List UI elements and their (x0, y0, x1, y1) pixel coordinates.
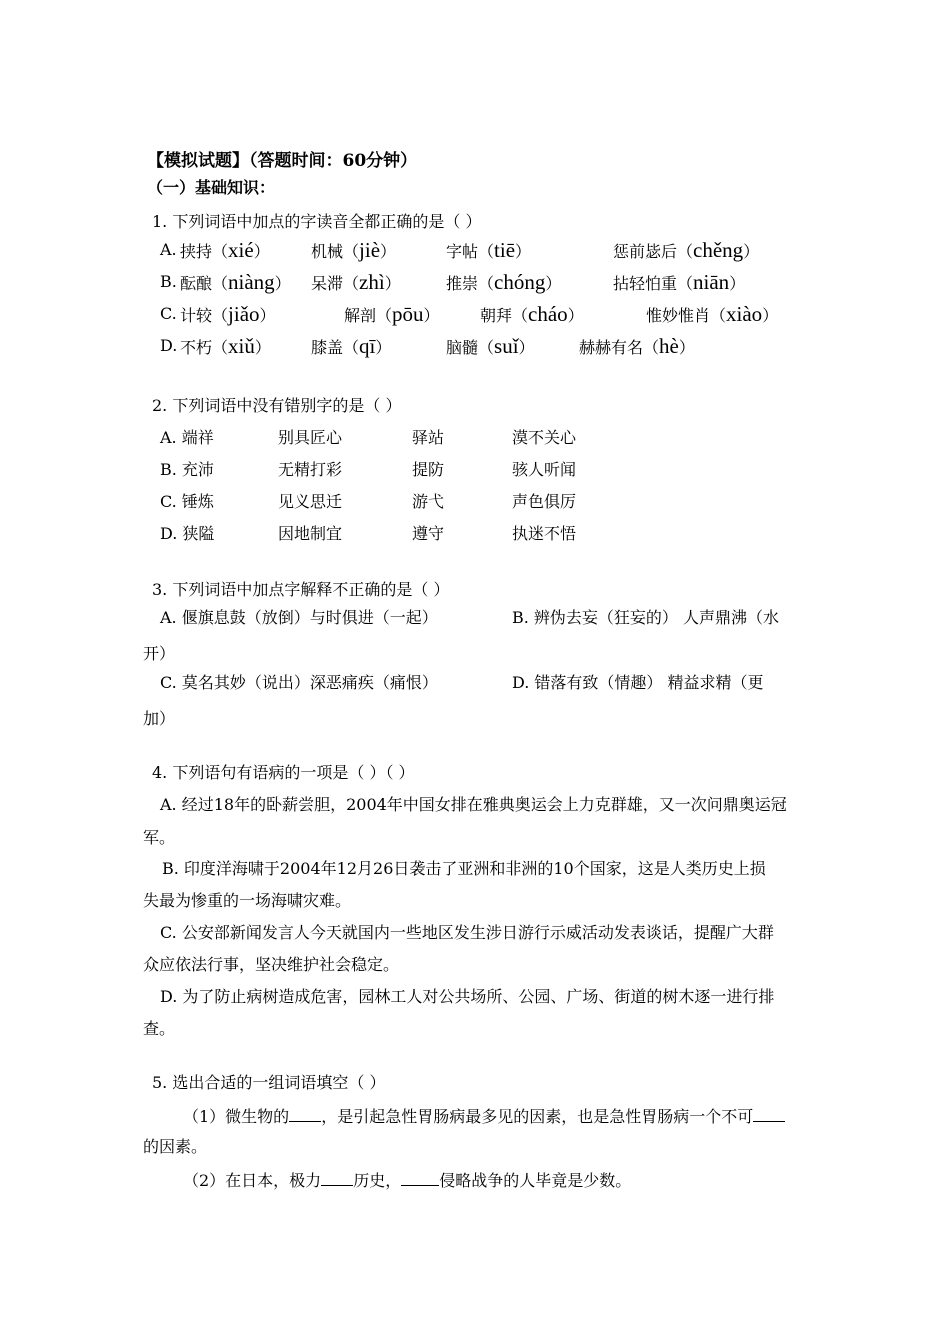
q1-option-a: A. 挟持（xié） 机械（jiè） 字帖（tiē） 惩前毖后（chěng） (160, 238, 760, 262)
pinyin: zhì (359, 270, 385, 294)
q4-option-a: A. 经过18年的卧薪尝胆，2004年中国女排在雅典奥运会上力克群雄，又一次问鼎奥运冠 (160, 795, 787, 814)
q4-option-d-cont: 查。 (143, 1019, 176, 1038)
blank (289, 1105, 321, 1122)
cell: 执迷不悟 (512, 524, 577, 543)
cell: 遵守 (412, 524, 445, 543)
text: 历史， (353, 1171, 402, 1190)
q2-option-b (160, 460, 577, 480)
word: 不朽 (180, 338, 213, 357)
text: ，是引起急性胃肠病最多见的因素，也是急性胃肠病一个不可 (321, 1107, 754, 1126)
blank (401, 1169, 439, 1186)
cell: 骇人听闻 (512, 460, 577, 479)
word: 脑髓 (446, 338, 479, 357)
pinyin: chěng (693, 238, 744, 262)
text: （2）在日本，极力 (183, 1171, 322, 1190)
word: 字帖 (446, 242, 479, 261)
word: 惩前毖后 (613, 242, 678, 261)
pinyin: pōu (392, 302, 424, 326)
cell: B. 充沛 (160, 460, 214, 479)
pinyin: jiǎo (228, 302, 260, 326)
word: 朝拜 (480, 306, 513, 325)
word: 计较 (180, 306, 213, 325)
q3-option-c: C. 莫名其妙（说出）深恶痛疾（痛恨） (160, 673, 438, 692)
pinyin: tiē (494, 238, 516, 262)
q3-option-b: B. 辨伪去妄（狂妄的） 人声鼎沸（水 (512, 608, 780, 627)
pinyin: niàng (228, 270, 275, 294)
q4-option-c-cont: 众应依法行事，坚决维护社会稳定。 (143, 955, 400, 974)
word: 推崇 (446, 274, 479, 293)
word: 赫赫有名 (579, 338, 644, 357)
pinyin: hè (659, 334, 679, 358)
cell: 漠不关心 (512, 428, 577, 447)
word: 呆滞 (311, 274, 344, 293)
cell: D. 狭隘 (160, 524, 215, 543)
word: 拈轻怕重 (613, 274, 678, 293)
q5-sentence-2 (183, 1169, 631, 1191)
cell: 见义思迁 (278, 492, 343, 511)
pinyin: chóng (494, 270, 546, 294)
pinyin: jiè (359, 238, 381, 262)
cell: A. 端祥 (160, 428, 214, 447)
cell: C. 锤炼 (160, 492, 214, 511)
q1-option-d: D. 不朽（xiǔ） 膝盖（qī） 脑髓（suǐ） 赫赫有名（hè） (160, 334, 695, 358)
word: 解剖 (344, 306, 377, 325)
cell: 无精打彩 (278, 460, 343, 479)
option-label: A. (160, 240, 177, 259)
text: 侵略战争的人毕竟是少数。 (439, 1171, 632, 1190)
q3-option-d-cont: 加） (143, 709, 176, 728)
q2-option-d (160, 524, 577, 544)
blank (321, 1169, 353, 1186)
pinyin: xié (228, 238, 254, 262)
q3-option-b-cont: 开） (143, 644, 176, 663)
q4-option-b: B. 印度洋海啸于2004年12月26日袭击了亚洲和非洲的10个国家，这是人类历史上损 (162, 859, 766, 878)
option-label: D. (160, 336, 178, 355)
section-heading: （一）基础知识： (147, 178, 276, 197)
blank (753, 1105, 785, 1122)
word: 膝盖 (311, 338, 344, 357)
q2-stem: 2. 下列词语中没有错别字的是（ ） (152, 396, 402, 415)
cell: 别具匠心 (278, 428, 343, 447)
page-title: 【模拟试题】（答题时间：60分钟） (147, 151, 418, 171)
word: 挟持 (180, 242, 213, 261)
q1-option-b: B. 酝酿（niàng） 呆滞（zhì） 推崇（chóng） 拈轻怕重（niān） (160, 270, 746, 294)
q4-option-a-cont: 军。 (143, 828, 176, 847)
cell: 声色俱厉 (512, 492, 577, 511)
word: 机械 (311, 242, 344, 261)
pinyin: xiǔ (228, 334, 255, 358)
q5-sentence-1-cont: 的因素。 (143, 1137, 208, 1156)
cell: 提防 (412, 460, 445, 479)
pinyin: qī (359, 334, 376, 358)
q1-option-c: C. 计较（jiǎo） 解剖（pōu） 朝拜（cháo） 惟妙惟肖（xiào） (160, 302, 779, 326)
q5-stem: 5. 选出合适的一组词语填空（ ） (152, 1073, 386, 1092)
cell: 驿站 (412, 428, 445, 447)
pinyin: xiào (726, 302, 763, 326)
q5-sentence-1 (183, 1105, 785, 1127)
q3-option-a: A. 偃旗息鼓（放倒）与时俱进（一起） (160, 608, 438, 627)
cell: 游弋 (412, 492, 445, 511)
word: 惟妙惟肖 (646, 306, 711, 325)
q3-stem: 3. 下列词语中加点字解释不正确的是（ ） (152, 580, 450, 599)
option-label: B. (160, 272, 177, 291)
text: （1）微生物的 (183, 1107, 290, 1126)
q4-option-b-cont: 失最为惨重的一场海啸灾难。 (143, 891, 352, 910)
q1-stem: 1. 下列词语中加点的字读音全都正确的是（ ） (152, 212, 482, 231)
cell: 因地制宜 (278, 524, 343, 543)
q2-option-c (160, 492, 577, 512)
q2-option-a (160, 428, 577, 448)
option-label: C. (160, 304, 177, 323)
q3-option-d: D. 错落有致（情趣） 精益求精（更 (512, 673, 764, 692)
q4-stem: 4. 下列语句有语病的一项是（ ）（ ） (152, 763, 415, 782)
pinyin: niān (693, 270, 730, 294)
q4-option-c: C. 公安部新闻发言人今天就国内一些地区发生涉日游行示威活动发表谈话，提醒广大群 (160, 923, 774, 942)
pinyin: cháo (528, 302, 568, 326)
pinyin: suǐ (494, 334, 519, 358)
q4-option-d: D. 为了防止病树造成危害，园林工人对公共场所、公园、广场、街道的树木逐一进行排 (160, 987, 775, 1006)
word: 酝酿 (180, 274, 213, 293)
